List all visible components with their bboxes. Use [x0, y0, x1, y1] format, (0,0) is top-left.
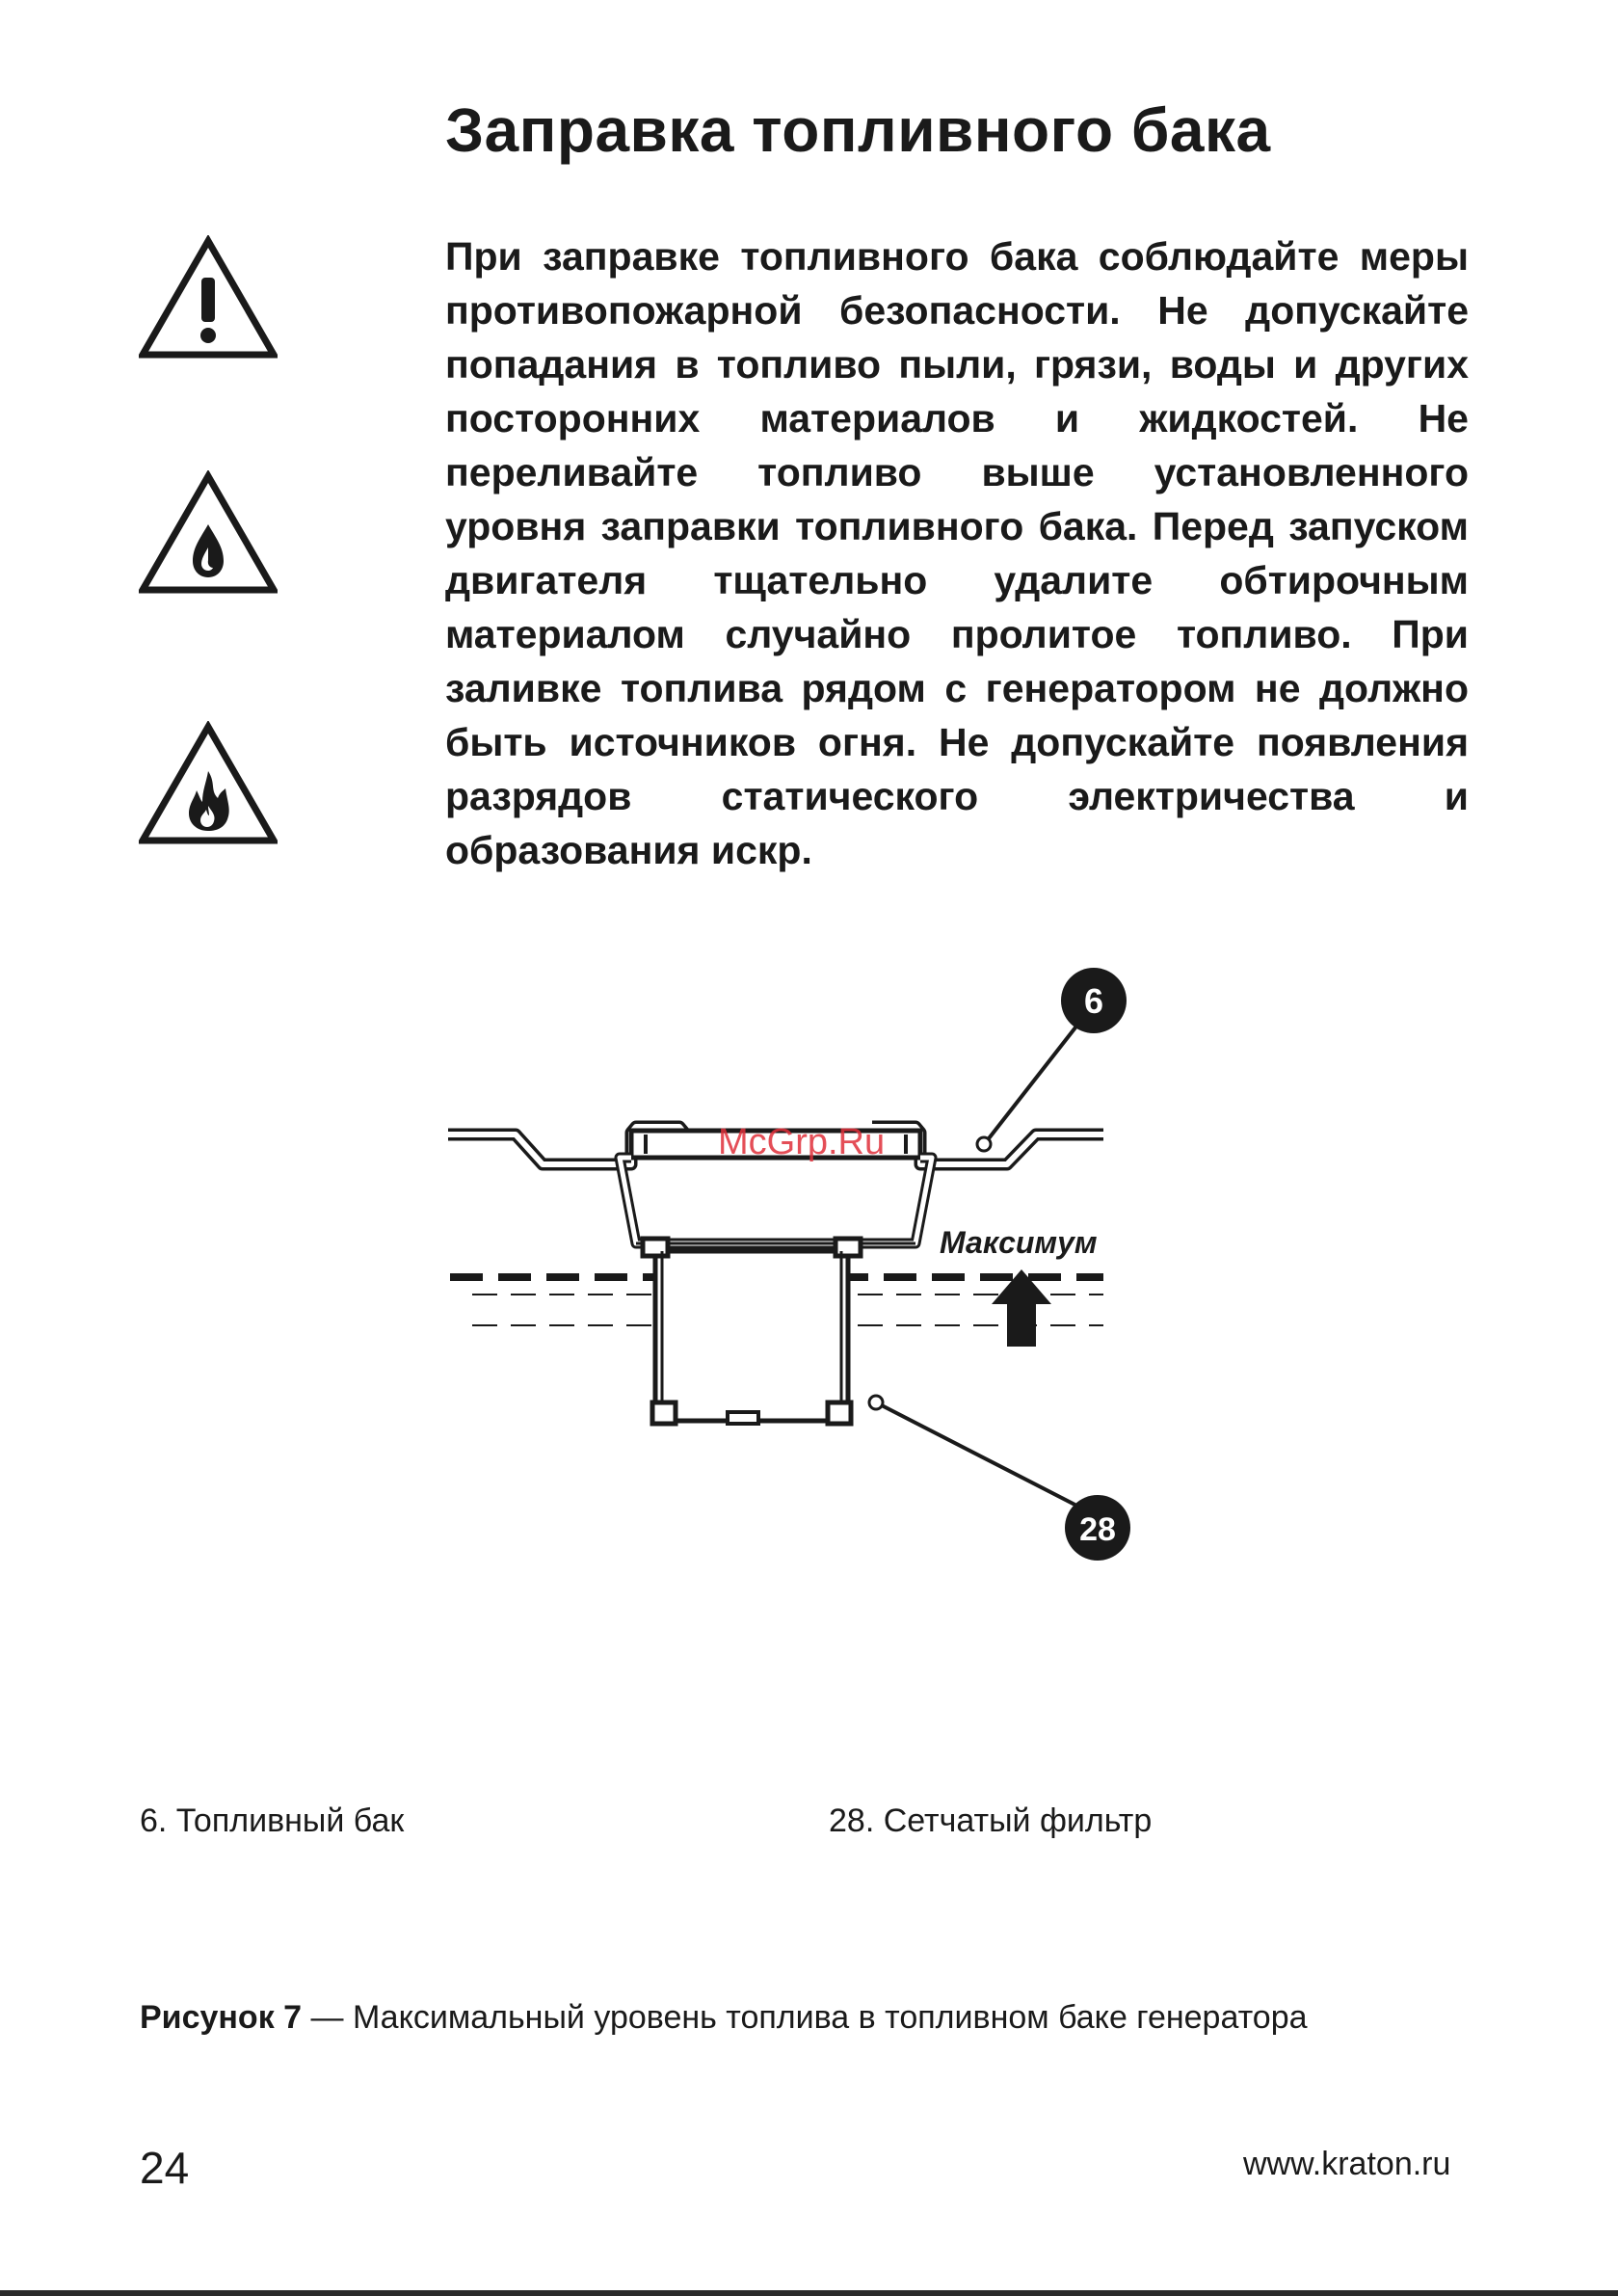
warning-paragraph: При заправке топливного бака соблюдайте меры противопожарной безопасности. Не допускайте попадания в топливо пыли, грязи, воды и других посторонних материалов и жидкостей. Не переливайте топливо выше установленного уровня заправки топливного бака. Перед запуском двигателя тщательно удалите обтирочным материалом случайно пролитое топливо. При заливке топлива рядом с генератором не должно быть источников огня. Не допускайте появления разрядов статического электричества и образования искр.	[445, 234, 1469, 872]
warning-exclamation-icon	[139, 235, 278, 360]
page-title: Заправка топливного бака	[445, 95, 1271, 165]
bottom-rule	[0, 2290, 1618, 2296]
fire-hazard-icon	[139, 721, 278, 846]
callout-6: 6	[1083, 981, 1104, 1021]
max-label: Максимум	[940, 1225, 1098, 1260]
fuel-tank-diagram	[438, 959, 1132, 1576]
figure-caption	[140, 1999, 1308, 2037]
flammable-liquid-icon	[139, 470, 278, 596]
page-number: 24	[140, 2143, 190, 2193]
website-link[interactable]: www.kraton.ru	[1243, 2146, 1451, 2182]
caption-label: Рисунок 7	[140, 1999, 303, 2036]
callout-28: 28	[1079, 1511, 1116, 1548]
legend-filter: 28. Сетчатый фильтр	[829, 1802, 1153, 1839]
watermark: McGrp.Ru	[718, 1122, 886, 1162]
strainer-filter	[643, 1239, 861, 1424]
callout-leader-6	[986, 1019, 1082, 1142]
caption-text: — Максимальный уровень топлива в топливном баке генератора	[302, 1999, 1308, 2036]
callout-leader-28	[876, 1402, 1090, 1512]
filler-neck	[620, 1158, 932, 1243]
legend-tank: 6. Топливный бак	[140, 1802, 405, 1839]
